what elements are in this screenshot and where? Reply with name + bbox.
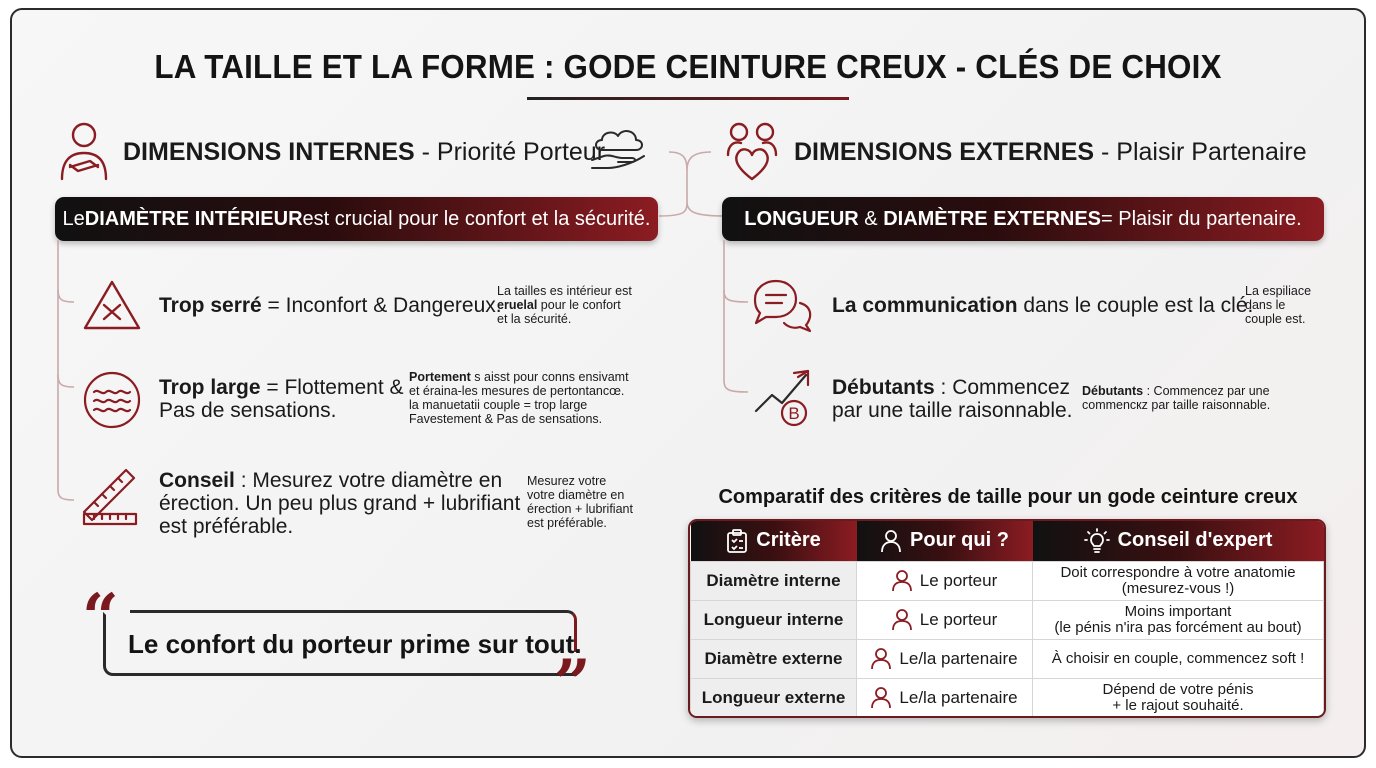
item-communication: La communication dans le couple est la clé. bbox=[832, 294, 1254, 317]
note-communication: La espiliace dans le couple est. bbox=[1245, 284, 1312, 326]
growth-arrow-icon bbox=[752, 367, 814, 429]
header-pour-qui: Pour qui ? bbox=[857, 521, 1033, 561]
section-head-external: DIMENSIONS EXTERNES - Plaisir Partenaire bbox=[794, 138, 1307, 166]
cell-conseil: Dépend de votre pénis + le rajout souhaité. bbox=[1033, 678, 1324, 717]
svg-text:B: B bbox=[788, 404, 800, 423]
left-tree-lines bbox=[52, 240, 82, 505]
note-debutants: Débutants : Commencez par une commencкz par taille raisonnable. bbox=[1082, 384, 1271, 412]
quote-close-mark: ” bbox=[554, 646, 591, 721]
person-arms-crossed-icon bbox=[58, 121, 110, 183]
cell-pour-qui: Le porteur bbox=[857, 600, 1033, 639]
note-trop-large: Portement s aisst pour conns ensivamt et éraina-les mesures de pertontancœ. la manuetatii couple = trop large Favestement & Pas de sensations. bbox=[409, 370, 629, 426]
banner-external: LONGUEUR & DIAMÈTRE EXTERNES = Plaisir du partenaire. bbox=[722, 197, 1324, 241]
person-icon bbox=[892, 609, 912, 631]
header-conseil: Conseil d'expert bbox=[1033, 521, 1324, 561]
table-row bbox=[691, 561, 1324, 600]
item-trop-serre: Trop serré = Inconfort & Dangereux. bbox=[159, 294, 502, 317]
person-icon bbox=[880, 529, 902, 553]
banner-internal: Le DIAMÈTRE INTÉRIEUR est crucial pour le confort et la sécurité. bbox=[55, 197, 658, 241]
cell-critere: Longueur externe bbox=[691, 678, 857, 717]
item-conseil: Conseil : Mesurez votre diamètre en érection. Un peu plus grand + lubrifiant est préférable. bbox=[159, 469, 521, 538]
header-critere: Critère bbox=[691, 521, 857, 561]
cell-conseil: Doit correspondre à votre anatomie (mesurez-vous !) bbox=[1033, 561, 1324, 600]
cell-conseil: Moins important (le pénis n'ira pas forcément au bout) bbox=[1033, 600, 1324, 639]
item-trop-large: Trop large = Flottement & Pas de sensations. bbox=[159, 376, 404, 422]
cell-critere: Longueur interne bbox=[691, 600, 857, 639]
cell-critere: Diamètre externe bbox=[691, 639, 857, 678]
note-conseil: Mesurez votre votre diamètre en érection + lubrifiant est préférable. bbox=[527, 474, 633, 530]
quote-text: Le confort du porteur prime sur tout. bbox=[128, 629, 582, 659]
lightbulb-icon bbox=[1084, 528, 1110, 554]
section-head-internal: DIMENSIONS INTERNES - Priorité Porteur bbox=[123, 138, 606, 166]
chat-bubbles-icon bbox=[752, 277, 814, 333]
page-title: LA TAILLE ET LA FORME : GODE CEINTURE CREUX - CLÉS DE CHOIX bbox=[154, 48, 1222, 85]
comparison-table bbox=[688, 519, 1326, 718]
item-debutants: Débutants : Commencez par une taille raisonnable. bbox=[832, 376, 1073, 422]
person-icon bbox=[871, 687, 891, 709]
table-title: Comparatif des critères de taille pour un gode ceinture creux bbox=[718, 486, 1298, 508]
table-row bbox=[691, 600, 1324, 639]
table-row bbox=[691, 639, 1324, 678]
cell-critere: Diamètre interne bbox=[691, 561, 857, 600]
heart-couple-icon bbox=[724, 121, 780, 183]
quote-open-mark: “ bbox=[82, 580, 119, 655]
cell-pour-qui: Le porteur bbox=[857, 561, 1033, 600]
title-underline bbox=[527, 97, 849, 100]
cell-conseil: À choisir en couple, commencez soft ! bbox=[1033, 639, 1324, 678]
warning-x-icon bbox=[82, 279, 142, 331]
person-icon bbox=[892, 570, 912, 592]
ruler-icon bbox=[80, 466, 140, 528]
waves-icon bbox=[82, 370, 142, 430]
person-icon bbox=[871, 648, 891, 670]
table-row bbox=[691, 678, 1324, 717]
cell-pour-qui: Le/la partenaire bbox=[857, 639, 1033, 678]
section-connector bbox=[655, 150, 730, 220]
note-trop-serre: La tailles es intérieur est eruelal pour le confort et la sécurité. bbox=[497, 284, 632, 326]
cloud-hand-icon bbox=[588, 126, 650, 172]
clipboard-icon bbox=[726, 529, 748, 553]
cell-pour-qui: Le/la partenaire bbox=[857, 678, 1033, 717]
